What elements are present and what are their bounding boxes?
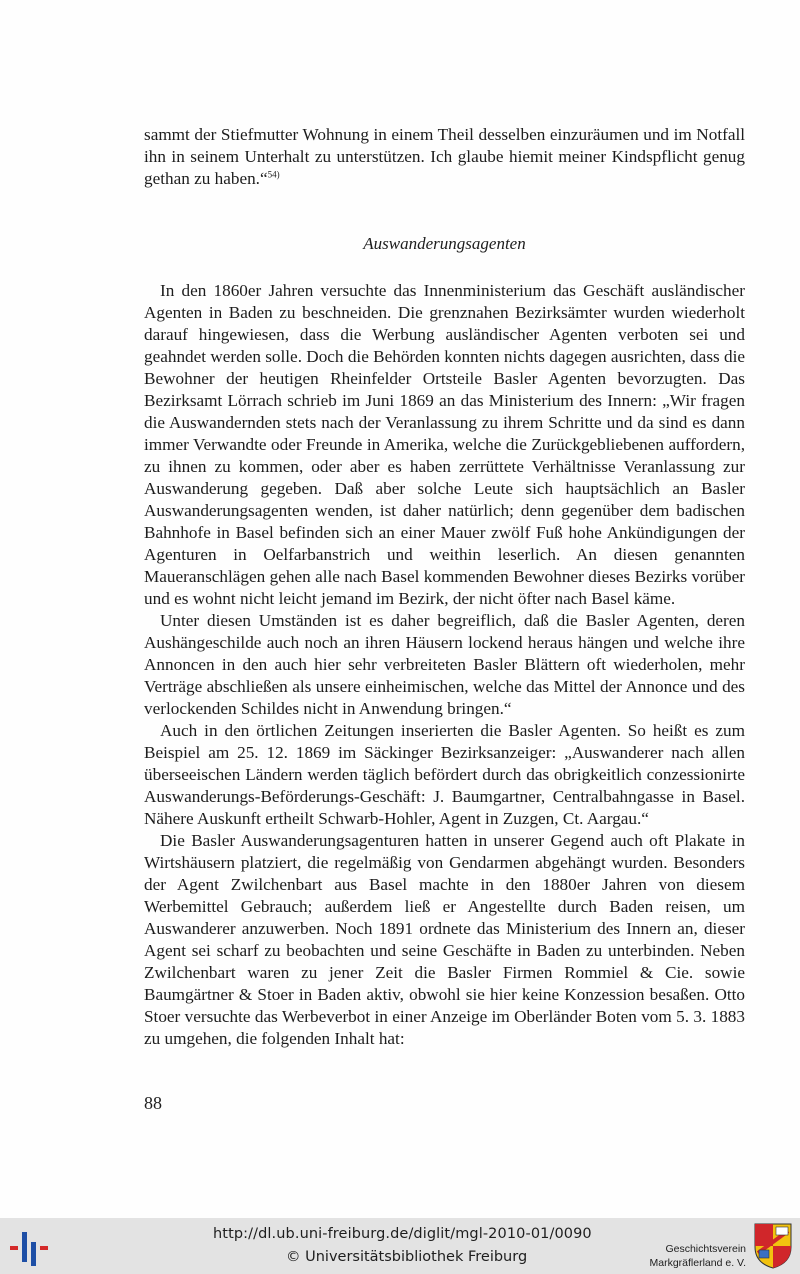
society-line-1: Geschichtsverein: [665, 1243, 746, 1255]
intro-paragraph: [144, 124, 745, 190]
footnote-marker: 54): [267, 169, 280, 180]
paragraph-1: In den 1860er Jahren versuchte das Innenministerium das Geschäft ausländischer Agenten in Baden zu beschneiden. Die grenznahen Bezirksämter wurden wiederholt darauf hingewiesen, dass die Werbung ausländischer Agenten verboten sei und geahndet werden solle. Doch die Behörden konnten nichts dagegen ausrichten, dass die Bewohner der heutigen Rheinfelder Ortsteile Basler Agenten bevorzugten. Das Bezirksamt Lörrach schrieb im Juni 1869 an das Ministerium des Innern: „Wir fragen die Auswandernden stets nach der Veranlassung zu ihrem Schritte und da sind es dann immer Verwandte oder Freunde in Amerika, welche die Zurückgebliebenen auffordern, zu ihnen zu kommen, oder aber es haben zerrüttete Verhältnisse Veranlassung zur Auswanderung gegeben. Daß aber solche Leute sich hauptsächlich an Basler Auswanderungsagenten wenden, ist daher natürlich; denn gegenüber dem badischen Bahnhofe in Basel befinden sich an einer Mauer zwölf Fuß hohe Ankündigungen der Agenturen in Oelfarbanstrich und weithin leserlich. An diesen genannten Maueranschlägen gehen alle nach Basel kommenden Bewohner dieses Bezirks vorüber und es wohnt nicht leicht jemand im Bezirk, der nicht öfter nach Basel käme.: [144, 281, 745, 608]
page-number: 88: [144, 1093, 162, 1113]
coat-of-arms-icon: [754, 1223, 792, 1269]
society-name: [650, 1242, 747, 1270]
paragraph-3: Auch in den örtlichen Zeitungen inserierten die Basler Agenten. So heißt es zum Beispiel am 25. 12. 1869 im Säckinger Bezirksanzeiger: „Auswanderer nach allen überseeischen Ländern werden täglich befördert durch das obrigkeitlich conzessionirte Auswanderungs-Beförderungs-Geschäft: J. Baumgartner, Centralbahngasse in Basel. Nähere Auskunft ertheilt Schwarb-Hohler, Agent in Zuzgen, Ct. Aargau.“: [144, 721, 745, 828]
permalink-url[interactable]: http://dl.ub.uni-freiburg.de/diglit/mgl-2010-01/0090: [213, 1226, 592, 1242]
section-heading: Auswanderungsagenten: [363, 234, 526, 253]
paragraph-2: Unter diesen Umständen ist es daher begreiflich, daß die Basler Agenten, deren Aushängeschilde auch noch an ihren Häusern lockend heraus hängen und welche ihre Annoncen in den auch hier sehr verbreiteten Basler Blättern oft wiederholen, mehr Verträge abschließen als unsere einheimischen, welche das Mittel der Annonce und des verlockenden Schildes nicht in Anwendung bringen.“: [144, 611, 745, 718]
intro-text: sammt der Stiefmutter Wohnung in einem Theil desselben einzuräumen und im Notfall ihn in seinem Unterhalt zu unterstützen. Ich glaube hiemit meiner Kindspflicht genug gethan zu haben.“: [144, 125, 745, 188]
ub-freiburg-logo-icon[interactable]: [10, 1228, 52, 1266]
footer-bar: [0, 1218, 800, 1274]
society-line-2: Markgräflerland e. V.: [649, 1257, 746, 1269]
copyright-notice: © Universitätsbibliothek Freiburg: [286, 1249, 528, 1265]
body-text: [144, 280, 745, 1050]
paragraph-4: Die Basler Auswanderungsagenturen hatten in unserer Gegend auch oft Plakate in Wirtshäusern platziert, die regelmäßig von Gendarmen abgehängt wurden. Besonders der Agent Zwilchenbart aus Basel machte in den 1880er Jahren von diesem Werbemittel Gebrauch; außerdem ließ er Angestellte durch Baden reisen, um Auswanderer anzuwerben. Noch 1891 ordnete das Ministerium des Innern an, dieser Agent sei scharf zu beobachten und seine Geschäfte in Baden zu unterbinden. Neben Zwilchenbart waren zu jener Zeit die Basler Firmen Rommiel & Cie. sowie Baumgärtner & Stoer in Baden aktiv, obwohl sie hier keine Konzession besaßen. Otto Stoer versuchte das Werbeverbot in einer Anzeige im Oberländer Boten vom 5. 3. 1883 zu umgehen, die folgenden Inhalt hat:: [144, 831, 745, 1048]
